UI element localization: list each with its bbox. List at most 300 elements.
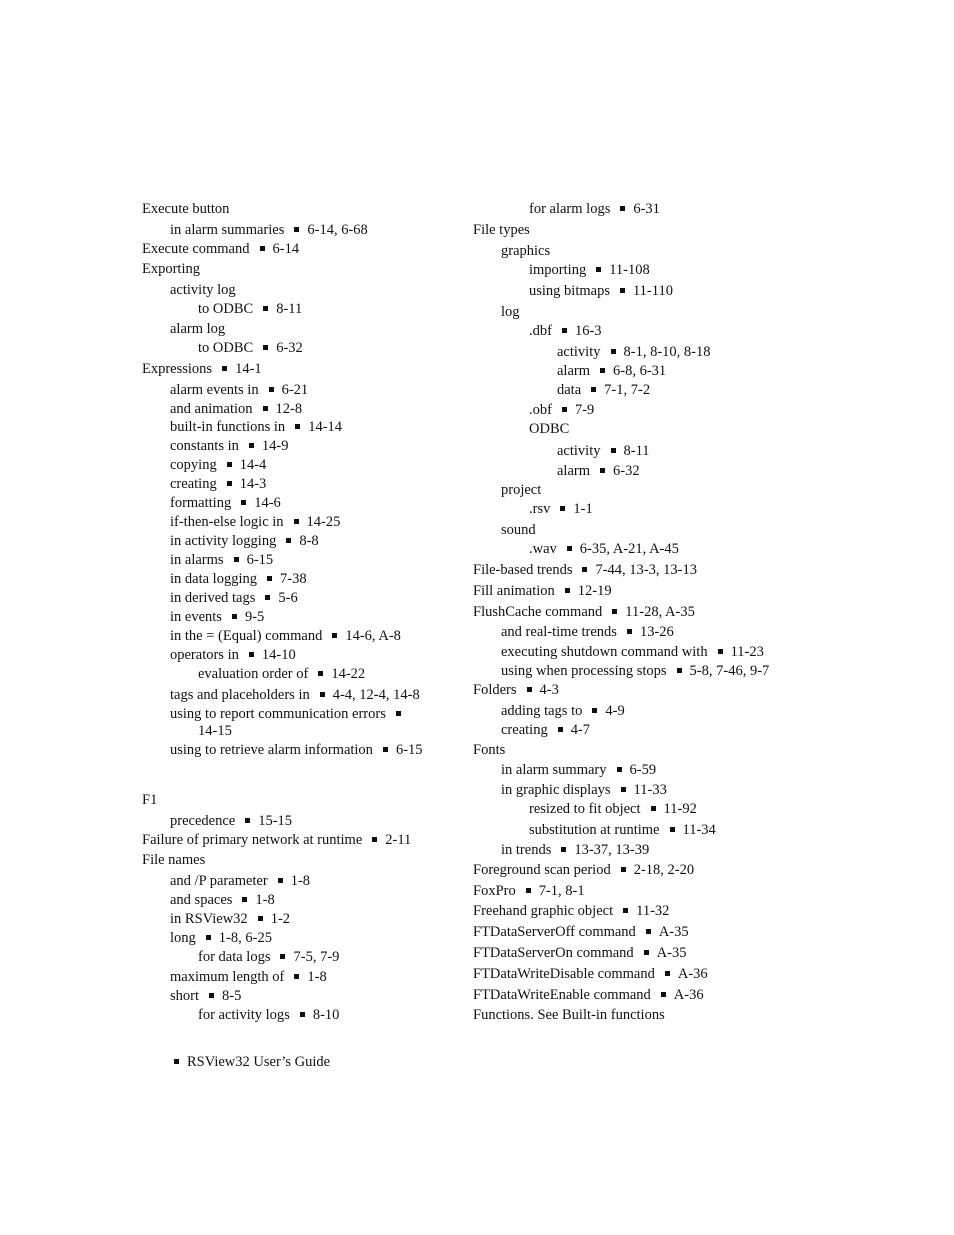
index-page-ref: 11-110	[632, 283, 673, 299]
index-entry	[170, 609, 264, 626]
index-page-ref: 11-92	[663, 801, 697, 817]
index-term: Freehand graphic object	[473, 903, 614, 919]
index-term: FTDataServerOff command	[473, 924, 636, 940]
index-term: using to retrieve alarm information	[170, 742, 373, 758]
index-term: File types	[473, 222, 530, 238]
bullet-square-icon	[591, 387, 596, 392]
index-page-ref: 9-5	[244, 609, 265, 625]
index-entry	[473, 682, 559, 699]
index-entry	[501, 762, 656, 779]
page-footer	[174, 1054, 330, 1071]
bullet-square-icon	[241, 500, 246, 505]
index-page-ref: 2-11	[385, 832, 412, 848]
bullet-square-icon	[527, 687, 532, 692]
index-entry	[501, 663, 769, 680]
index-entry	[529, 323, 602, 340]
bullet-square-icon	[383, 747, 388, 752]
index-term: using bitmaps	[529, 283, 610, 299]
index-entry	[529, 501, 593, 518]
index-page-ref: 6-15	[246, 552, 274, 568]
bullet-square-icon	[600, 368, 605, 373]
index-entry	[501, 243, 550, 260]
index-entry	[170, 282, 236, 299]
index-term: and animation	[170, 401, 253, 417]
index-term: long	[170, 930, 196, 946]
index-term: Execute button	[142, 201, 230, 217]
index-entry	[473, 583, 612, 600]
index-page-ref: A-36	[673, 987, 704, 1003]
index-term: in graphic displays	[501, 782, 611, 798]
index-term: maximum length of	[170, 969, 285, 985]
index-term: tags and placeholders in	[170, 687, 310, 703]
index-page-ref: 12-19	[577, 583, 612, 599]
index-entry	[198, 1007, 339, 1024]
index-entry	[170, 742, 423, 759]
index-page-ref: 16-3	[574, 323, 602, 339]
index-term: Functions. See Built-in functions	[473, 1007, 665, 1023]
index-page-ref: A-35	[656, 945, 687, 961]
index-term: if-then-else logic in	[170, 514, 284, 530]
bullet-square-icon	[621, 867, 626, 872]
index-page-ref: 6-32	[613, 463, 640, 479]
index-page-ref: 7-44, 13-3, 13-13	[595, 562, 697, 578]
index-page-ref: 7-1, 8-1	[538, 883, 585, 899]
index-term: and spaces	[170, 892, 233, 908]
bullet-square-icon	[174, 1059, 179, 1064]
index-entry	[170, 813, 292, 830]
bullet-square-icon	[627, 629, 632, 634]
index-term: to ODBC	[198, 340, 254, 356]
index-entry	[198, 301, 302, 318]
index-entry	[142, 361, 262, 378]
index-entry	[473, 604, 695, 621]
index-term: FTDataWriteEnable command	[473, 987, 651, 1003]
index-term: data	[557, 382, 582, 398]
bullet-square-icon	[718, 649, 723, 654]
index-entry	[170, 321, 225, 338]
index-entry	[170, 892, 275, 909]
bullet-square-icon	[263, 306, 268, 311]
bullet-square-icon	[612, 609, 617, 614]
index-page-ref: 4-4, 12-4, 14-8	[332, 687, 420, 703]
index-page-ref: 8-8	[299, 533, 319, 549]
index-entry	[170, 495, 281, 512]
index-term: FTDataWriteDisable command	[473, 966, 655, 982]
index-entry	[170, 930, 272, 947]
bullet-square-icon	[234, 557, 239, 562]
index-term: .obf	[529, 402, 552, 418]
bullet-square-icon	[295, 424, 300, 429]
index-term: in trends	[501, 842, 552, 858]
index-entry	[142, 792, 157, 809]
index-entry	[529, 822, 716, 839]
bullet-square-icon	[567, 546, 572, 551]
bullet-square-icon	[592, 708, 597, 713]
index-page-ref: 11-33	[633, 782, 667, 798]
index-entry	[501, 644, 764, 661]
index-page-ref: 6-14, 6-68	[307, 222, 368, 238]
bullet-square-icon	[263, 345, 268, 350]
index-term: FoxPro	[473, 883, 516, 899]
index-entry	[170, 969, 327, 986]
index-entry	[473, 562, 697, 579]
index-page-ref: 14-22	[331, 666, 366, 682]
index-term: in events	[170, 609, 222, 625]
index-page-ref: 7-9	[574, 402, 595, 418]
index-term: executing shutdown command with	[501, 644, 708, 660]
index-entry	[170, 419, 342, 436]
index-page-ref: 6-59	[629, 762, 657, 778]
bullet-square-icon	[646, 929, 651, 934]
bullet-square-icon	[611, 448, 616, 453]
bullet-square-icon	[562, 328, 567, 333]
index-term: File-based trends	[473, 562, 573, 578]
bullet-square-icon	[582, 567, 587, 572]
index-term: short	[170, 988, 199, 1004]
bullet-square-icon	[320, 692, 325, 697]
index-page-ref: 15-15	[258, 813, 293, 829]
index-page-ref: 6-35, A-21, A-45	[579, 541, 679, 557]
index-page-ref: 8-11	[623, 443, 650, 459]
index-term: copying	[170, 457, 217, 473]
bullet-square-icon	[227, 462, 232, 467]
index-term: for data logs	[198, 949, 271, 965]
index-page-ref: 14-9	[261, 438, 289, 454]
bullet-square-icon	[372, 837, 377, 842]
bullet-square-icon	[677, 668, 682, 673]
bullet-square-icon	[232, 614, 237, 619]
index-entry	[529, 421, 569, 438]
index-page-ref: 6-15	[395, 742, 423, 758]
index-entry	[473, 742, 505, 759]
index-term: and /P parameter	[170, 873, 268, 889]
index-entry	[142, 241, 299, 258]
bullet-square-icon	[661, 992, 666, 997]
index-term: to ODBC	[198, 301, 254, 317]
index-term: using when processing stops	[501, 663, 667, 679]
bullet-square-icon	[222, 366, 227, 371]
index-term: substitution at runtime	[529, 822, 660, 838]
index-entry	[501, 782, 667, 799]
index-term: .rsv	[529, 501, 551, 517]
bullet-square-icon	[332, 633, 337, 638]
index-term: using to report communication errors	[170, 706, 386, 722]
index-term: operators in	[170, 647, 239, 663]
bullet-square-icon	[245, 818, 250, 823]
index-page-ref: A-36	[677, 966, 708, 982]
index-term: activity	[557, 344, 601, 360]
index-page-ref: 4-9	[605, 703, 625, 719]
bullet-square-icon	[565, 588, 570, 593]
index-entry	[501, 722, 590, 739]
index-term: resized to fit object	[529, 801, 641, 817]
index-page-ref: 11-32	[636, 903, 670, 919]
index-term: .dbf	[529, 323, 552, 339]
bullet-square-icon	[596, 267, 601, 272]
index-term: F1	[142, 792, 158, 808]
index-entry	[170, 628, 401, 645]
index-page-ref: 11-34	[682, 822, 716, 838]
index-page-ref: 8-10	[312, 1007, 340, 1023]
index-term: in activity logging	[170, 533, 277, 549]
index-page-ref: 14-1	[235, 361, 262, 377]
index-entry	[170, 457, 266, 474]
index-page-ref: 6-8, 6-31	[613, 363, 667, 379]
footer-title: RSView32 User’s Guide	[187, 1054, 331, 1070]
bullet-square-icon	[611, 349, 616, 354]
index-term: precedence	[170, 813, 236, 829]
index-page-ref: 8-11	[276, 301, 303, 317]
bullet-square-icon	[294, 227, 299, 232]
index-entry	[501, 703, 625, 720]
index-term: in alarms	[170, 552, 224, 568]
index-entry	[473, 862, 694, 879]
index-term: Execute command	[142, 241, 250, 257]
index-page-ref: 13-37, 13-39	[574, 842, 650, 858]
index-entry	[170, 533, 319, 550]
index-page-ref: 14-6, A-8	[345, 628, 401, 644]
bullet-square-icon	[562, 407, 567, 412]
index-entry	[142, 201, 229, 218]
bullet-square-icon	[278, 878, 283, 883]
index-entry	[142, 832, 411, 849]
index-term: log	[501, 304, 520, 320]
index-term: in derived tags	[170, 590, 256, 606]
index-entry	[170, 438, 288, 455]
index-term: in alarm summary	[501, 762, 607, 778]
index-entry	[529, 262, 650, 279]
index-page-ref: 6-32	[276, 340, 303, 356]
index-entry	[142, 261, 200, 278]
index-entry	[170, 476, 266, 493]
index-term: adding tags to	[501, 703, 583, 719]
index-term: project	[501, 482, 542, 498]
index-term: Foreground scan period	[473, 862, 611, 878]
bullet-square-icon	[651, 806, 656, 811]
index-entry	[501, 624, 674, 641]
index-term: .wav	[529, 541, 557, 557]
index-term: activity	[557, 443, 601, 459]
index-entry	[529, 541, 679, 558]
bullet-square-icon	[600, 468, 605, 473]
index-entry	[529, 283, 673, 300]
index-term: FlushCache command	[473, 604, 603, 620]
bullet-square-icon	[242, 897, 247, 902]
index-term: for alarm logs	[529, 201, 611, 217]
index-entry	[170, 514, 340, 531]
index-entry	[170, 706, 409, 723]
index-page-ref: 1-1	[573, 501, 593, 517]
index-page-ref: 2-18, 2-20	[633, 862, 695, 878]
index-page-ref: 11-23	[730, 644, 764, 660]
index-entry	[501, 842, 649, 859]
index-entry	[170, 571, 307, 588]
bullet-square-icon	[249, 652, 254, 657]
index-page-ref: 13-26	[639, 624, 674, 640]
index-term: sound	[501, 522, 536, 538]
bullet-square-icon	[249, 443, 254, 448]
index-entry	[529, 801, 697, 818]
bullet-square-icon	[644, 950, 649, 955]
index-entry	[170, 988, 241, 1005]
index-page-ref: 8-5	[222, 988, 242, 1004]
index-term: Failure of primary network at runtime	[142, 832, 363, 848]
bullet-square-icon	[280, 954, 285, 959]
index-page-ref: 14-6	[254, 495, 281, 511]
index-entry	[170, 687, 420, 704]
index-entry	[557, 363, 666, 380]
bullet-square-icon	[300, 1012, 305, 1017]
index-term: ODBC	[529, 421, 570, 437]
index-page-ref: 6-14	[272, 241, 300, 257]
index-term: creating	[170, 476, 217, 492]
index-entry	[198, 723, 232, 740]
bullet-square-icon	[258, 916, 263, 921]
bullet-square-icon	[560, 506, 565, 511]
index-entry	[473, 903, 669, 920]
index-term: alarm	[557, 463, 591, 479]
bullet-square-icon	[665, 971, 670, 976]
index-entry	[170, 647, 296, 664]
index-page-ref: 1-8, 6-25	[218, 930, 272, 946]
index-page-ref: 7-1, 7-2	[604, 382, 651, 398]
index-entry	[170, 590, 298, 607]
bullet-square-icon	[623, 908, 628, 913]
index-page-ref: 1-2	[270, 911, 291, 927]
index-page-ref: 5-8, 7-46, 9-7	[689, 663, 770, 679]
index-entry	[473, 1007, 665, 1024]
index-term: File names	[142, 852, 206, 868]
index-entry	[501, 522, 536, 539]
index-entry	[473, 987, 704, 1004]
index-term: alarm events in	[170, 382, 259, 398]
bullet-square-icon	[620, 206, 625, 211]
index-page-ref: 7-5, 7-9	[293, 949, 340, 965]
index-entry	[198, 949, 339, 966]
bullet-square-icon	[561, 847, 566, 852]
bullet-square-icon	[294, 974, 299, 979]
index-term: activity log	[170, 282, 236, 298]
index-term: Fonts	[473, 742, 506, 758]
index-entry	[170, 222, 368, 239]
bullet-square-icon	[621, 787, 626, 792]
index-term: in data logging	[170, 571, 257, 587]
index-term: alarm log	[170, 321, 226, 337]
index-entry	[529, 402, 594, 419]
index-term: Fill animation	[473, 583, 555, 599]
index-term: importing	[529, 262, 587, 278]
index-term: formatting	[170, 495, 232, 511]
index-term: constants in	[170, 438, 239, 454]
index-entry	[198, 666, 365, 683]
index-page-ref: 6-21	[281, 382, 309, 398]
index-term: creating	[501, 722, 548, 738]
index-entry	[170, 911, 290, 928]
index-entry	[170, 401, 302, 418]
index-term: Exporting	[142, 261, 200, 277]
index-entry	[529, 201, 660, 218]
index-entry	[473, 222, 530, 239]
index-page-ref: 12-8	[275, 401, 303, 417]
bullet-square-icon	[209, 993, 214, 998]
index-entry	[170, 552, 273, 569]
bullet-square-icon	[396, 711, 401, 716]
index-entry	[557, 382, 650, 399]
index-page-ref: A-35	[658, 924, 689, 940]
index-term: in the = (Equal) command	[170, 628, 323, 644]
index-term: Expressions	[142, 361, 213, 377]
bullet-square-icon	[670, 827, 675, 832]
index-page-ref: 1-8	[290, 873, 311, 889]
index-page-ref: 14-25	[306, 514, 341, 530]
index-page-ref: 6-31	[633, 201, 660, 217]
index-page-ref: 11-28, A-35	[625, 604, 695, 620]
index-term: in RSView32	[170, 911, 248, 927]
index-entry	[473, 883, 585, 900]
index-term: FTDataServerOn command	[473, 945, 634, 961]
index-page-ref: 11-108	[609, 262, 650, 278]
bullet-square-icon	[227, 481, 232, 486]
index-page-ref: 4-7	[570, 722, 591, 738]
index-page-ref: 7-38	[280, 571, 307, 587]
index-page-ref: 1-8	[307, 969, 327, 985]
index-page-ref: 5-6	[278, 590, 298, 606]
index-entry	[557, 344, 711, 361]
index-entry	[473, 924, 689, 941]
index-page-ref: 14-14	[308, 419, 343, 435]
index-page-ref: 4-3	[539, 682, 559, 698]
bullet-square-icon	[617, 767, 622, 772]
index-term: for activity logs	[198, 1007, 290, 1023]
bullet-square-icon	[269, 387, 274, 392]
index-entry	[142, 852, 205, 869]
bullet-square-icon	[294, 519, 299, 524]
index-page-ref: 14-10	[261, 647, 296, 663]
index-term: evaluation order of	[198, 666, 309, 682]
index-term: and real-time trends	[501, 624, 617, 640]
bullet-square-icon	[265, 595, 270, 600]
index-entry	[473, 966, 708, 983]
bullet-square-icon	[263, 406, 268, 411]
index-term: graphics	[501, 243, 551, 259]
bullet-square-icon	[620, 288, 625, 293]
index-page-ref: 1-8	[255, 892, 275, 908]
index-entry	[198, 340, 303, 357]
index-entry	[501, 482, 541, 499]
bullet-square-icon	[526, 888, 531, 893]
index-term: alarm	[557, 363, 591, 379]
index-entry	[557, 463, 640, 480]
index-page-ref: 8-1, 8-10, 8-18	[623, 344, 711, 360]
index-entry	[473, 945, 686, 962]
index-page-ref: 14-3	[239, 476, 267, 492]
bullet-square-icon	[206, 935, 211, 940]
index-term: in alarm summaries	[170, 222, 285, 238]
bullet-square-icon	[267, 576, 272, 581]
index-term: 14-15	[198, 723, 232, 739]
bullet-square-icon	[286, 538, 291, 543]
index-entry	[557, 443, 650, 460]
index-term: built-in functions in	[170, 419, 286, 435]
index-page-ref: 14-4	[239, 457, 267, 473]
bullet-square-icon	[558, 727, 563, 732]
bullet-square-icon	[260, 246, 265, 251]
index-entry	[170, 873, 310, 890]
index-term: Folders	[473, 682, 517, 698]
index-entry	[170, 382, 308, 399]
bullet-square-icon	[318, 671, 323, 676]
index-entry	[501, 304, 520, 321]
